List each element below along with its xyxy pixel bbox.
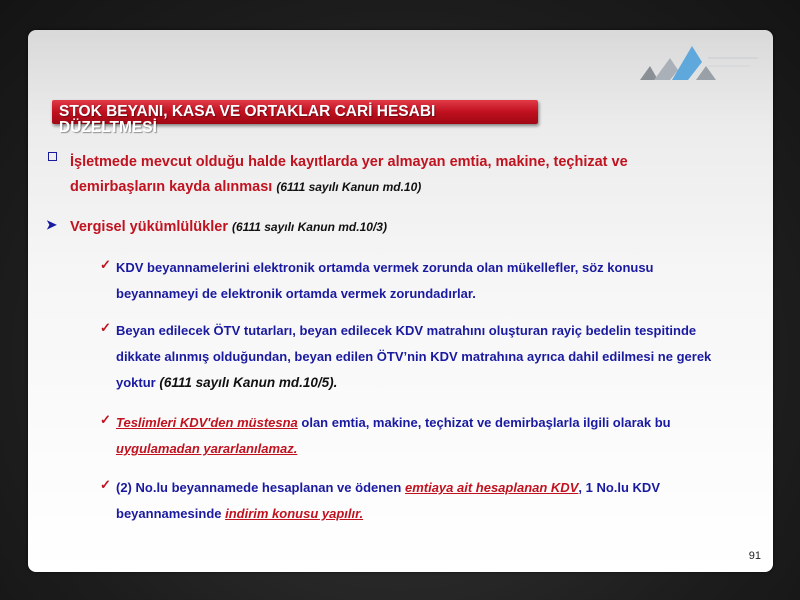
sub-item-3-lead: Teslimleri KDV'den müstesna [116, 415, 298, 430]
bullet-1-reference: (6111 sayılı Kanun md.10) [276, 180, 422, 194]
bullet-2 [70, 215, 710, 240]
bullet-2-reference: (6111 sayılı Kanun md.10/3) [232, 220, 387, 234]
company-logo [640, 40, 770, 84]
sub-item-2-reference: (6111 sayılı Kanun md.10/5). [159, 375, 338, 390]
checkmark-icon: ✓ [100, 412, 111, 427]
sub-item-2-text: Beyan edilecek ÖTV tutarları, beyan edilecek KDV matrahını oluşturan rayiç bedelin tespitinde dikkate alınmış olduğundan, beyan edilen ÖTV’nin KDV matrahına ayrıca dahil edilmesi ne gerek yoktur [116, 323, 712, 390]
bullet-1-text: İşletmede mevcut olduğu halde kayıtlarda yer almayan emtia, makine, teçhizat ve demirbaşların kayda alınması [70, 154, 628, 195]
checkmark-icon: ✓ [100, 320, 111, 335]
slide [28, 30, 773, 572]
sub-item-4-mid: , 1 No.lu KDV beyannamesinde [116, 480, 660, 521]
checkmark-icon: ✓ [100, 477, 111, 492]
square-bullet-icon [48, 152, 57, 161]
arrow-bullet-icon: ➤ [46, 217, 57, 232]
sub-item-4-emph1: emtiaya ait hesaplanan KDV [404, 480, 579, 495]
bullet-2-text: Vergisel yükümlülükler [70, 219, 228, 235]
page-number: 91 [748, 550, 761, 562]
sub-item-3-mid: olan emtia, makine, teçhizat ve demirbaşlarla ilgili olarak bu [297, 415, 671, 430]
bullet-1 [70, 150, 710, 200]
sub-item-3-tail: uygulamadan yararlanılamaz. [116, 441, 298, 456]
sub-item-3 [116, 410, 746, 462]
sub-item-4-emph2: indirim konusu yapılır. [225, 506, 364, 521]
sub-item-4-lead: (2) No.lu beyannamede hesaplanan ve ödenen [116, 480, 405, 495]
sub-item-1: KDV beyannamelerini elektronik ortamda vermek zorunda olan mükellefler, söz konusu beyannameyi de elektronik ortamda vermek zorundadırlar. [116, 260, 654, 301]
sub-item-4 [116, 475, 736, 527]
slide-title: STOK BEYANI, KASA VE ORTAKLAR CARİ HESABI DÜZELTMESİ [59, 103, 436, 136]
sub-item-2 [116, 318, 736, 396]
checkmark-icon: ✓ [100, 257, 111, 272]
